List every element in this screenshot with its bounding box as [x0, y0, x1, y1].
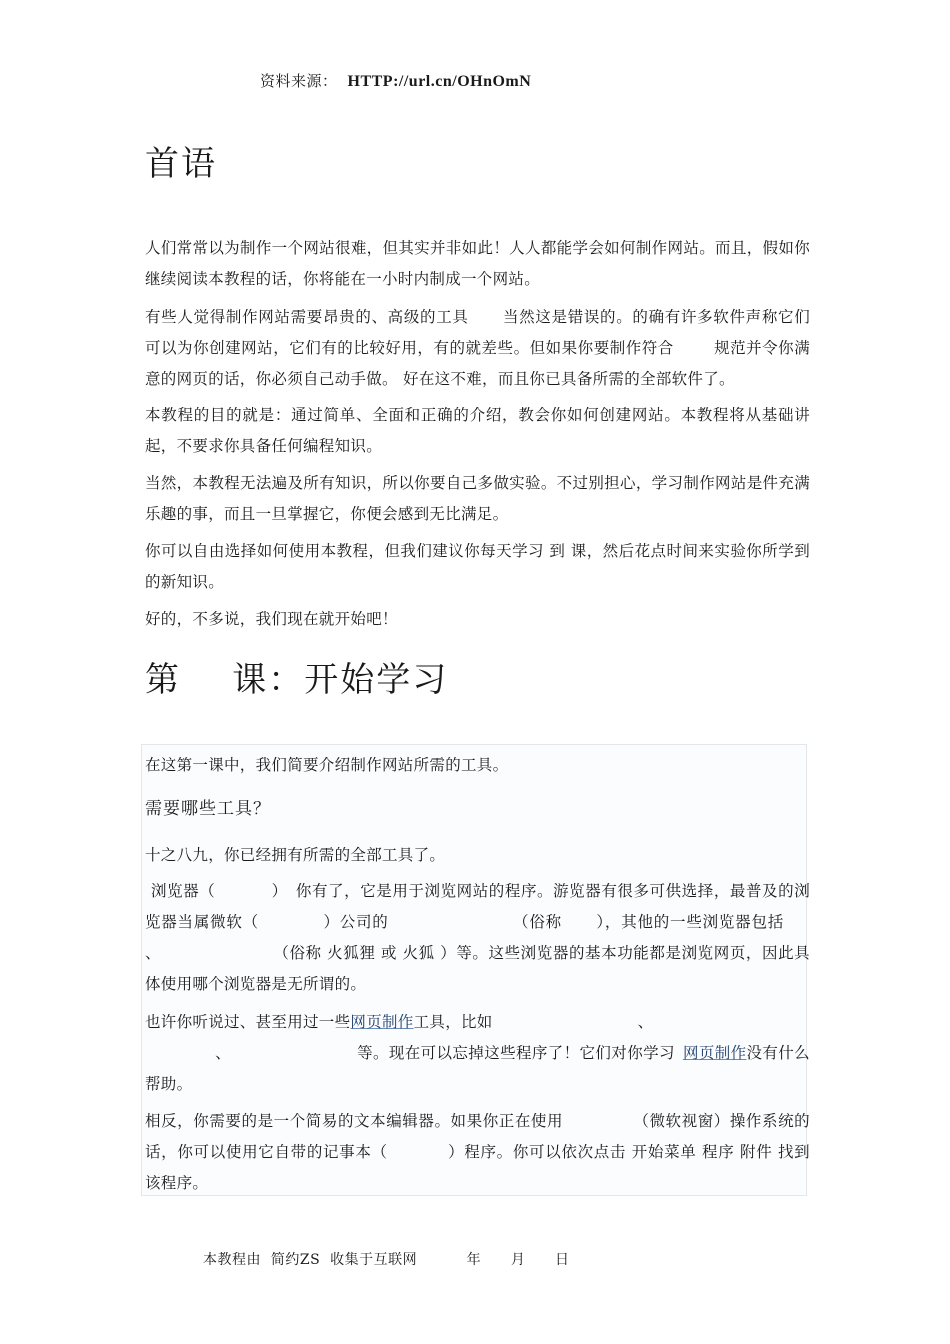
- lesson-paragraph-2: 十之八九，你已经拥有所需的全部工具了。: [145, 846, 446, 864]
- lesson-paragraph-editor: 相反，你需要的是一个简易的文本编辑器。如果你正在使用 （微软视窗）操作系统的话，你可以使用它自带的记事本（ ）程序。你可以依次点击 开始菜单 程序 附件 找到该程序。: [145, 1112, 810, 1192]
- intro-paragraph-6: 好的，不多说，我们现在就开始吧！: [145, 610, 398, 628]
- lesson-paragraph-tools: 也许你听说过、甚至用过一些网页制作工具，比如 、 、 等。现在可以忘掉这些程序了！它们对你学习 网页制作没有什么帮助。: [145, 1013, 810, 1093]
- intro-paragraph-3: 本教程的目的就是：通过简单、全面和正确的介绍，教会你如何创建网站。本教程将从基础讲起，不要求你具备任何编程知识。: [145, 406, 810, 455]
- web-design-link-2[interactable]: 网页制作: [682, 1044, 747, 1062]
- source-url[interactable]: HTTP://url.cn/OHnOmN: [347, 73, 532, 90]
- lesson-paragraph-1: 在这第一课中，我们简要介绍制作网站所需的工具。: [145, 756, 509, 774]
- intro-paragraph-5: 你可以自由选择如何使用本教程，但我们建议你每天学习 到 课，然后花点时间来实验你所学到的新知识。: [145, 542, 810, 591]
- lesson-paragraph-browsers: 浏览器（ ） 你有了，它是用于浏览网站的程序。游览器有很多可供选择，最普及的浏览器当属微软（ ）公司的 （俗称 ），其他的一些浏览器包括、 （俗称 火狐狸 或 火狐 ）等。这些浏览器的基本功能都是浏览网页，因此具体使用哪个浏览器是无所谓的。: [145, 882, 810, 993]
- web-design-link-1[interactable]: 网页制作: [350, 1013, 414, 1031]
- page-footer: 本教程由 简约ZS 收集于互联网 年 月 日: [203, 1252, 570, 1268]
- lesson-title: 第 课：开始学习: [145, 660, 449, 700]
- intro-paragraph-2: 有些人觉得制作网站需要昂贵的、高级的工具 当然这是错误的。的确有许多软件声称它们可以为你创建网站，它们有的比较好用，有的就差些。但如果你要制作符合 规范并令你满意的网页的话，你必须自己动手做。 好在这不难，而且你已具备所需的全部软件了。: [145, 308, 810, 388]
- intro-paragraph-4: 当然，本教程无法遍及所有知识，所以你要自己多做实验。不过别担心，学习制作网站是件充满乐趣的事，而且一旦掌握它，你便会感到无比满足。: [145, 474, 810, 523]
- source-label: 资料来源：: [260, 72, 338, 90]
- source-line: [260, 70, 531, 91]
- intro-title: 首语: [145, 144, 217, 184]
- intro-paragraph-1: 人们常常以为制作一个网站很难，但其实并非如此！人人都能学会如何制作网站。而且，假如你继续阅读本教程的话，你将能在一小时内制成一个网站。: [145, 239, 810, 288]
- lesson-subheading: 需要哪些工具？: [145, 799, 271, 819]
